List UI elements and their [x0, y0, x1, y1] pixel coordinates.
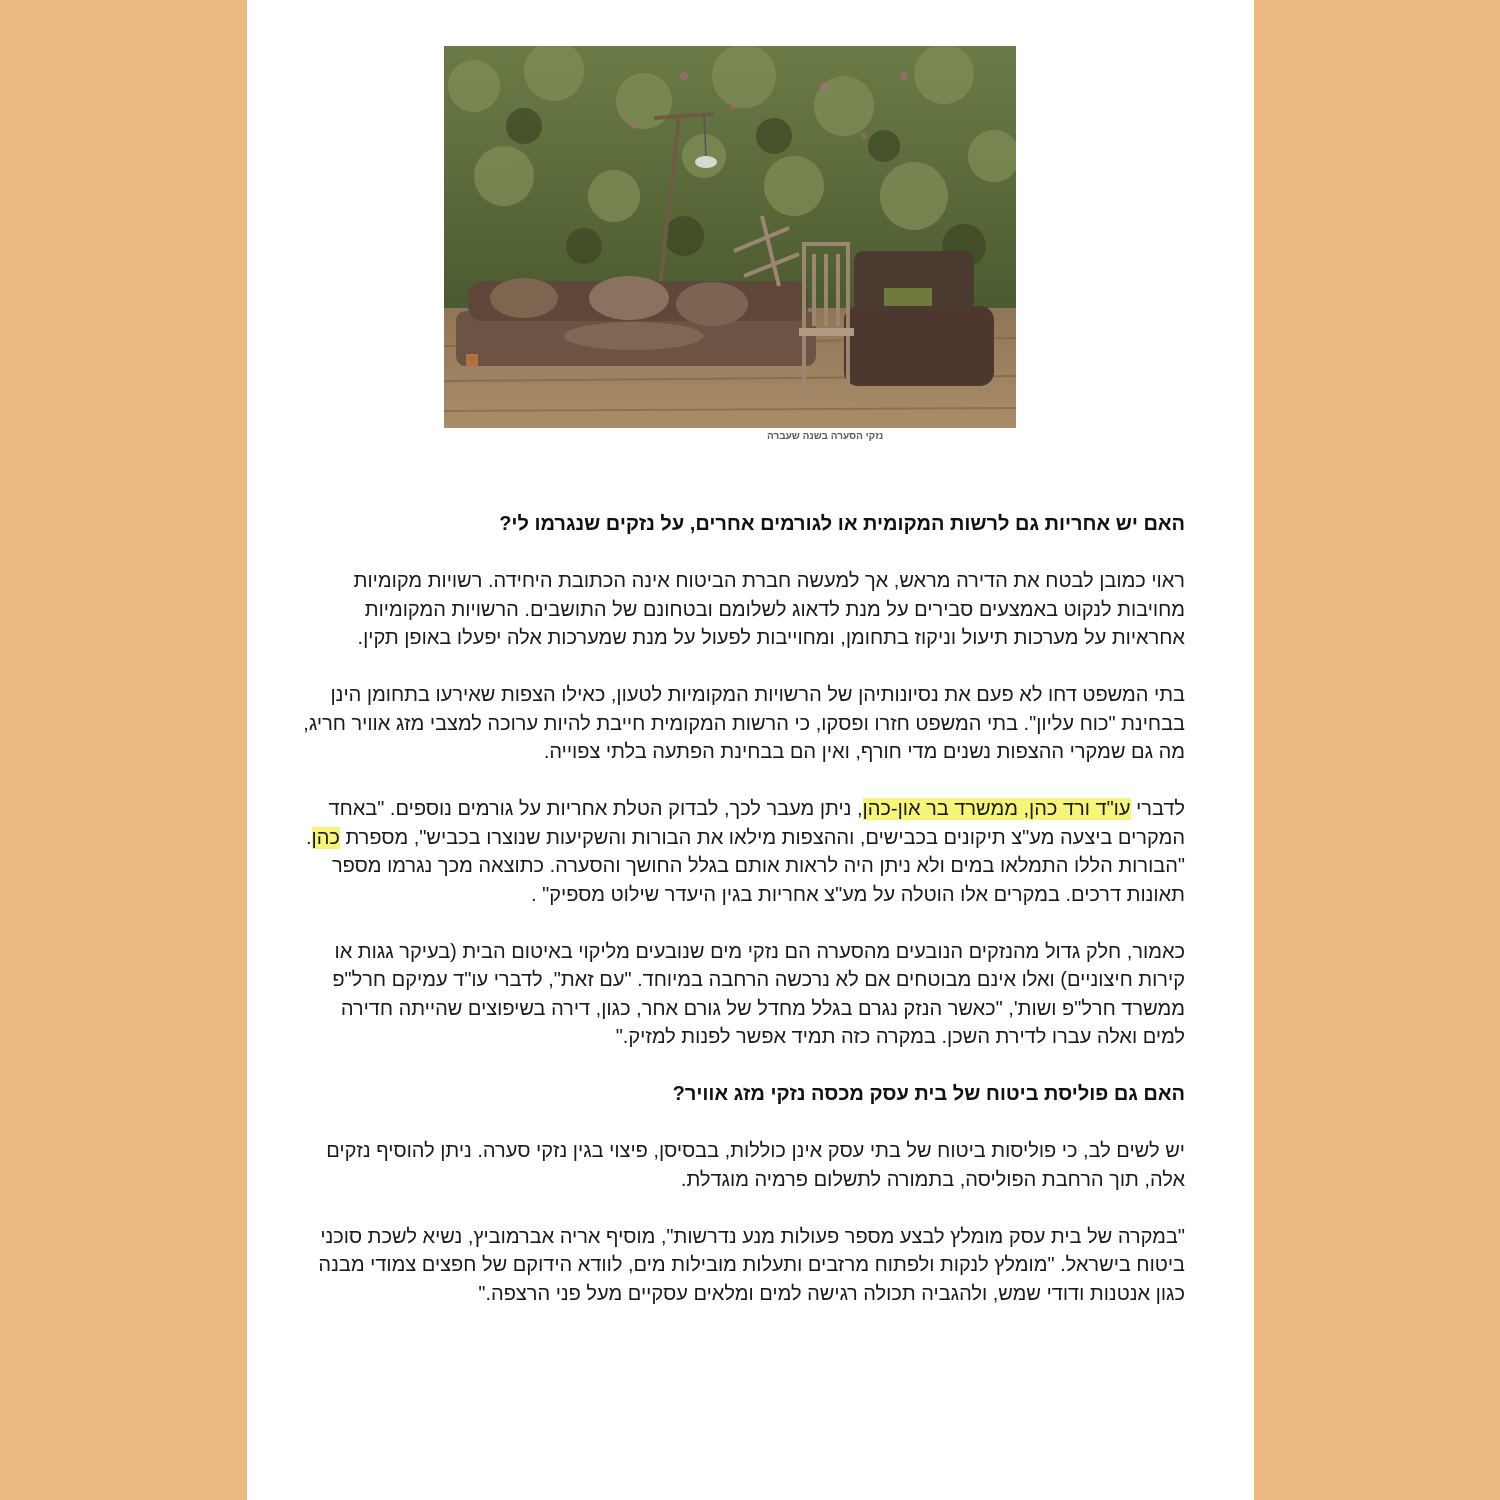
- article-body: [299, 510, 1185, 1308]
- highlighted-name: כהן: [311, 826, 340, 849]
- paragraph-lawyer-cohen-quote: [299, 795, 1185, 909]
- storm-damage-photo: [444, 46, 1016, 428]
- heading-local-authority-liability: האם יש אחריות גם לרשות המקומית או לגורמים אחרים, על נזקים שנגרמו לי?: [499, 513, 1185, 535]
- paragraph-insure-in-advance: ראוי כמובן לבטח את הדירה מראש, אך למעשה חברת הביטוח אינה הכתובת היחידה. רשויות מקומיות מחויבות לנקוט באמצעים סבירים על מנת לדאוג לשלומם ובטחונם של התושבים. הרשויות המקומיות אחראיות על מערכות תיעול וניקוז בתחומן, ומחוייבות לפעול על מנת שמערכות אלה יפעלו באופן תקין.: [353, 570, 1185, 649]
- paragraph-text: . "הבורות הללו התמלאו במים ולא ניתן היה לראות אותם בגלל החושך והסערה. כתוצאה מכך נגרמו מספר תאונות דרכים. במקרים אלו הוטלה על מע"צ אחריות בגין היעדר שילוט מספיק" .: [305, 826, 1185, 906]
- paragraph-business-coverage: יש לשים לב, כי פוליסות ביטוח של בתי עסק אינן כוללות, בבסיסן, פיצוי בגין נזקי סערה. ניתן להוסיף נזקים אלה, תוך הרחבת הפוליסה, בתמורה לתשלום פרמיה מוגדלת.: [326, 1140, 1185, 1191]
- storm-damage-photo-image: [444, 46, 1016, 428]
- highlighted-name: עו"ד ורד כהן, ממשרד בר און-כהן: [862, 798, 1131, 820]
- photo-caption: נזקי הסערה בשנה שעברה: [767, 431, 884, 442]
- paragraph-courts-force-majeure: בתי המשפט דחו לא פעם את נסיונותיהן של הרשויות המקומיות לטעון, כאילו הצפות שאירעו בתחומן הינן בבחינת "כוח עליון". בתי המשפט חזרו ופסקו, כי הרשות המקומית חייבת להיות ערוכה למצבי מזג אוויר חריג, מה גם שמקרי ההצפות נשנים מדי חורף, ואין הם בבחינת הפתעה בלתי צפוייה.: [303, 684, 1185, 763]
- document-page: [247, 0, 1254, 1500]
- paragraph-text: , ניתן מעבר לכך, לבדוק הטלת אחריות על גורמים נוספים. "באחד המקרים ביצעה מע"צ תיקונים בכבישים, וההצפות מילאו את הבורות והשקיעות שנוצרו בכביש", מספרת: [328, 798, 1185, 849]
- paragraph-text: לדברי: [1130, 798, 1185, 820]
- heading-business-policy: האם גם פוליסת ביטוח של בית עסק מכסה נזקי מזג אוויר?: [672, 1083, 1185, 1105]
- paragraph-water-damage: כאמור, חלק גדול מהנזקים הנובעים מהסערה הם נזקי מים שנובעים מליקוי באיטום הבית (בעיקר גגות או קירות חיצוניים) ואלו אינם מבוטחים אם לא נרכשה הרחבה במיוחד. "עם זאת", לדברי עו"ד עמיקם חרל"פ ממשרד חרל"פ ושות', "כאשר הנזק נגרם בגלל מחדל של גורם אחר, כגון, דירה בשיפוצים שהייתה חדירה למים ואלה עברו לדירת השכן. במקרה כזה תמיד אפשר לפנות למזיק.": [332, 940, 1185, 1048]
- paragraph-prevention-advice: "במקרה של בית עסק מומלץ לבצע מספר פעולות מנע נדרשות", מוסיף אריה אברמוביץ, נשיא לשכת סוכני ביטוח בישראל. "מומלץ לנקות ולפתוח מרזבים ותעלות מובילות מים, לוודא הידוקם של חפצים צמודי מבנה כגון אנטנות ודודי שמש, ולהגביה תכולה רגישה למים ומלאים עסקיים מעל פני הרצפה.": [318, 1225, 1185, 1305]
